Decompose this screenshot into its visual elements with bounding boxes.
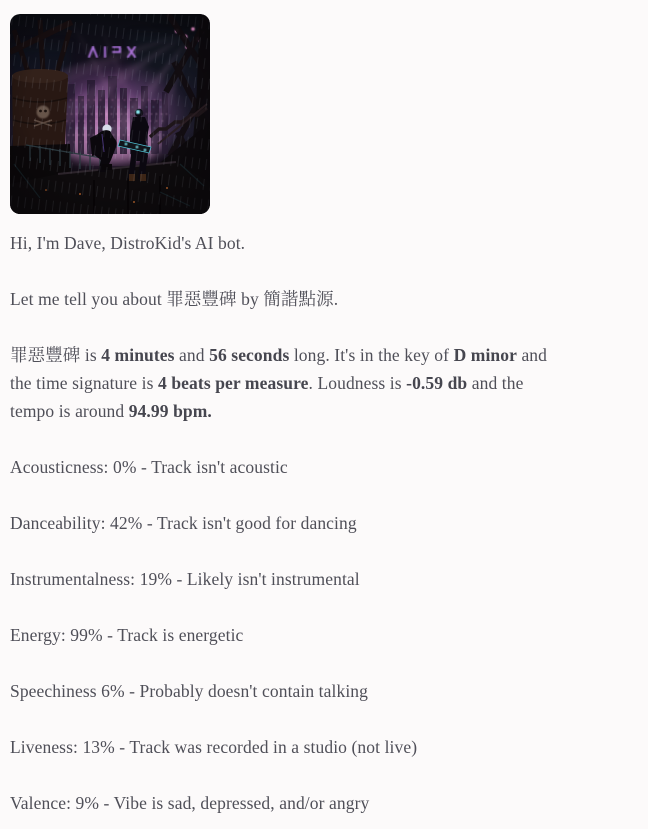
attribute-line: Liveness: 13% - Track was recorded in a studio (not live) xyxy=(10,737,418,757)
attribute-line: Energy: 99% - Track is energetic xyxy=(10,625,244,645)
attribute-line: Instrumentalness: 19% - Likely isn't instrumental xyxy=(10,569,360,589)
about-text: Let me tell you about 罪惡豐碑 by 簡諧點源. xyxy=(10,289,339,309)
attribute-line: Valence: 9% - Vibe is sad, depressed, and/or angry xyxy=(10,793,370,813)
intro-text: Hi, I'm Dave, DistroKid's AI bot. xyxy=(10,233,246,253)
attribute-list xyxy=(10,453,638,817)
attribute-line: Acousticness: 0% - Track isn't acoustic xyxy=(10,457,288,477)
attribute-line: Speechiness 6% - Probably doesn't contain talking xyxy=(10,681,368,701)
attribute-line: Danceability: 42% - Track isn't good for dancing xyxy=(10,513,357,533)
track-stats-paragraph: 罪惡豐碑 is 4 minutes and 56 seconds long. It's in the key of D minor and the time signature is 4 beats per measure. Loudness is -0.59 db and the tempo is around 94.99 bpm. xyxy=(10,345,548,421)
album-art xyxy=(10,14,210,214)
